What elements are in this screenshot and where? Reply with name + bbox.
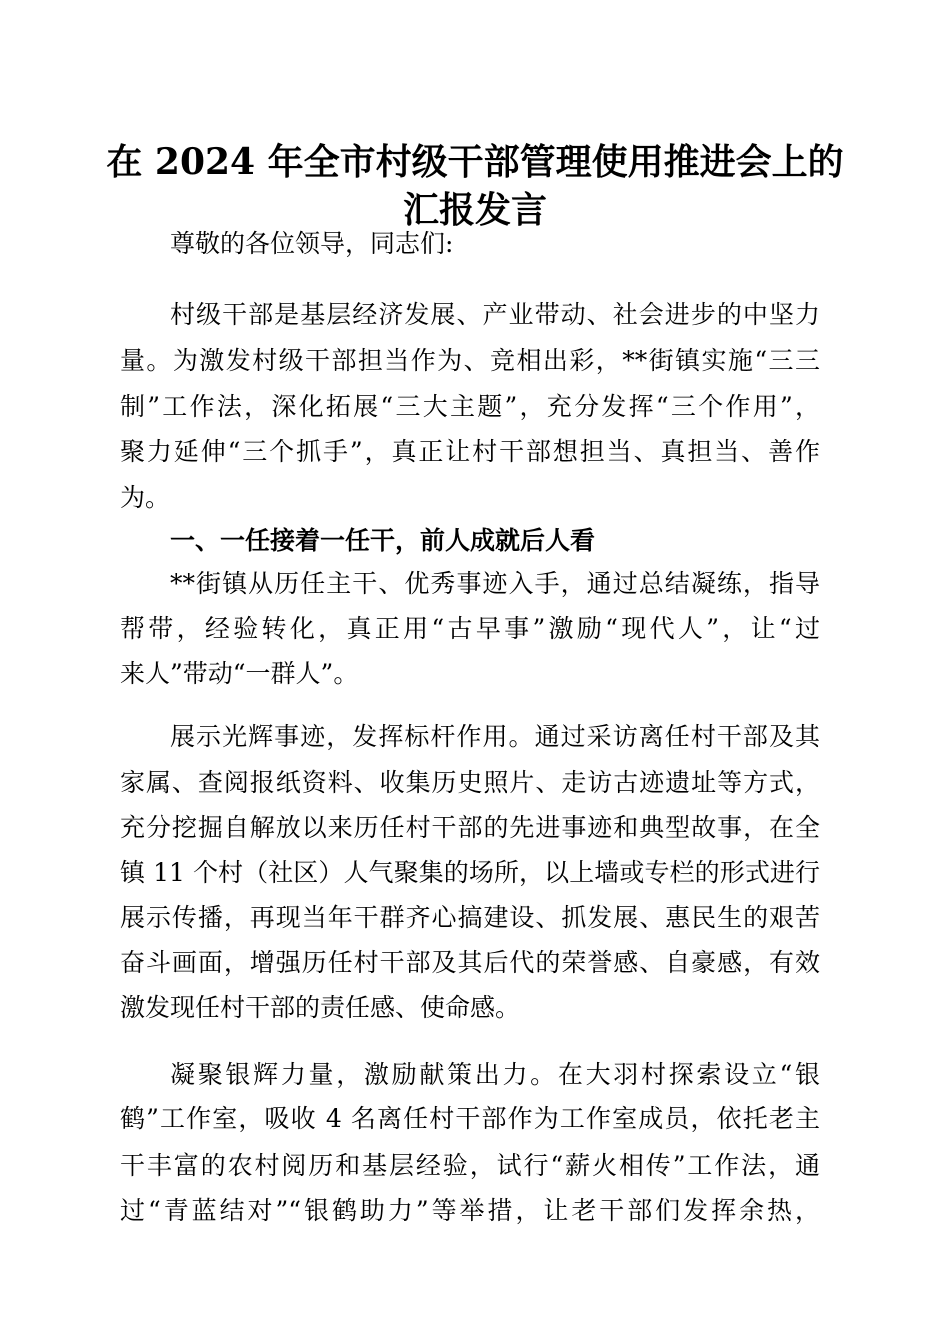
section-heading: 一、一任接着一任干，前人成就后人看 <box>170 526 596 555</box>
paragraph-line: 凝聚银辉力量，激励献策出力。在大羽村探索设立“银 <box>170 1060 820 1089</box>
document-title-line-2: 汇报发言 <box>402 189 547 231</box>
paragraph-line: 帮带，经验转化，真正用“古早事”激励“现代人”，让“过 <box>120 614 820 643</box>
paragraph-line: 制”工作法，深化拓展“三大主题”，充分发挥“三个作用”， <box>120 392 820 421</box>
paragraph-line: 为。 <box>120 483 171 512</box>
paragraph-line: 奋斗画面，增强历任村干部及其后代的荣誉感、自豪感，有效 <box>120 948 820 977</box>
salutation-line: 尊敬的各位领导，同志们: <box>170 229 454 258</box>
paragraph-line: 充分挖掘自解放以来历任村干部的先进事迹和典型故事，在全 <box>120 813 820 842</box>
paragraph-line: 镇 11 个村（社区）人气聚集的场所，以上墙或专栏的形式进行 <box>120 858 820 887</box>
paragraph-line: 来人”带动“一群人”。 <box>120 659 359 688</box>
paragraph-line: **街镇从历任主干、优秀事迹入手，通过总结凝练，指导 <box>170 569 820 598</box>
paragraph-line: 聚力延伸“三个抓手”，真正让村干部想担当、真担当、善作 <box>120 437 820 466</box>
paragraph-line: 展示传播，再现当年干群齐心搞建设、抓发展、惠民生的艰苦 <box>120 903 820 932</box>
paragraph-line: 村级干部是基层经济发展、产业带动、社会进步的中坚力 <box>170 300 820 329</box>
paragraph-line: 干丰富的农村阅历和基层经验，试行“薪火相传”工作法，通 <box>120 1151 820 1180</box>
document-title-line-1: 在 2024 年全市村级干部管理使用推进会上的 <box>106 141 844 183</box>
paragraph-line: 家属、查阅报纸资料、收集历史照片、走访古迹遗址等方式， <box>120 768 820 797</box>
paragraph-line: 鹤”工作室，吸收 4 名离任村干部作为工作室成员，依托老主 <box>120 1104 820 1133</box>
paragraph-line: 激发现任村干部的责任感、使命感。 <box>120 993 521 1022</box>
paragraph-line: 展示光辉事迹，发挥标杆作用。通过采访离任村干部及其 <box>170 722 820 751</box>
paragraph-line: 过“青蓝结对”“银鹤助力”等举措，让老干部们发挥余热， <box>120 1196 820 1225</box>
paragraph-line: 量。为激发村级干部担当作为、竞相出彩，**街镇实施“三三 <box>120 346 820 375</box>
